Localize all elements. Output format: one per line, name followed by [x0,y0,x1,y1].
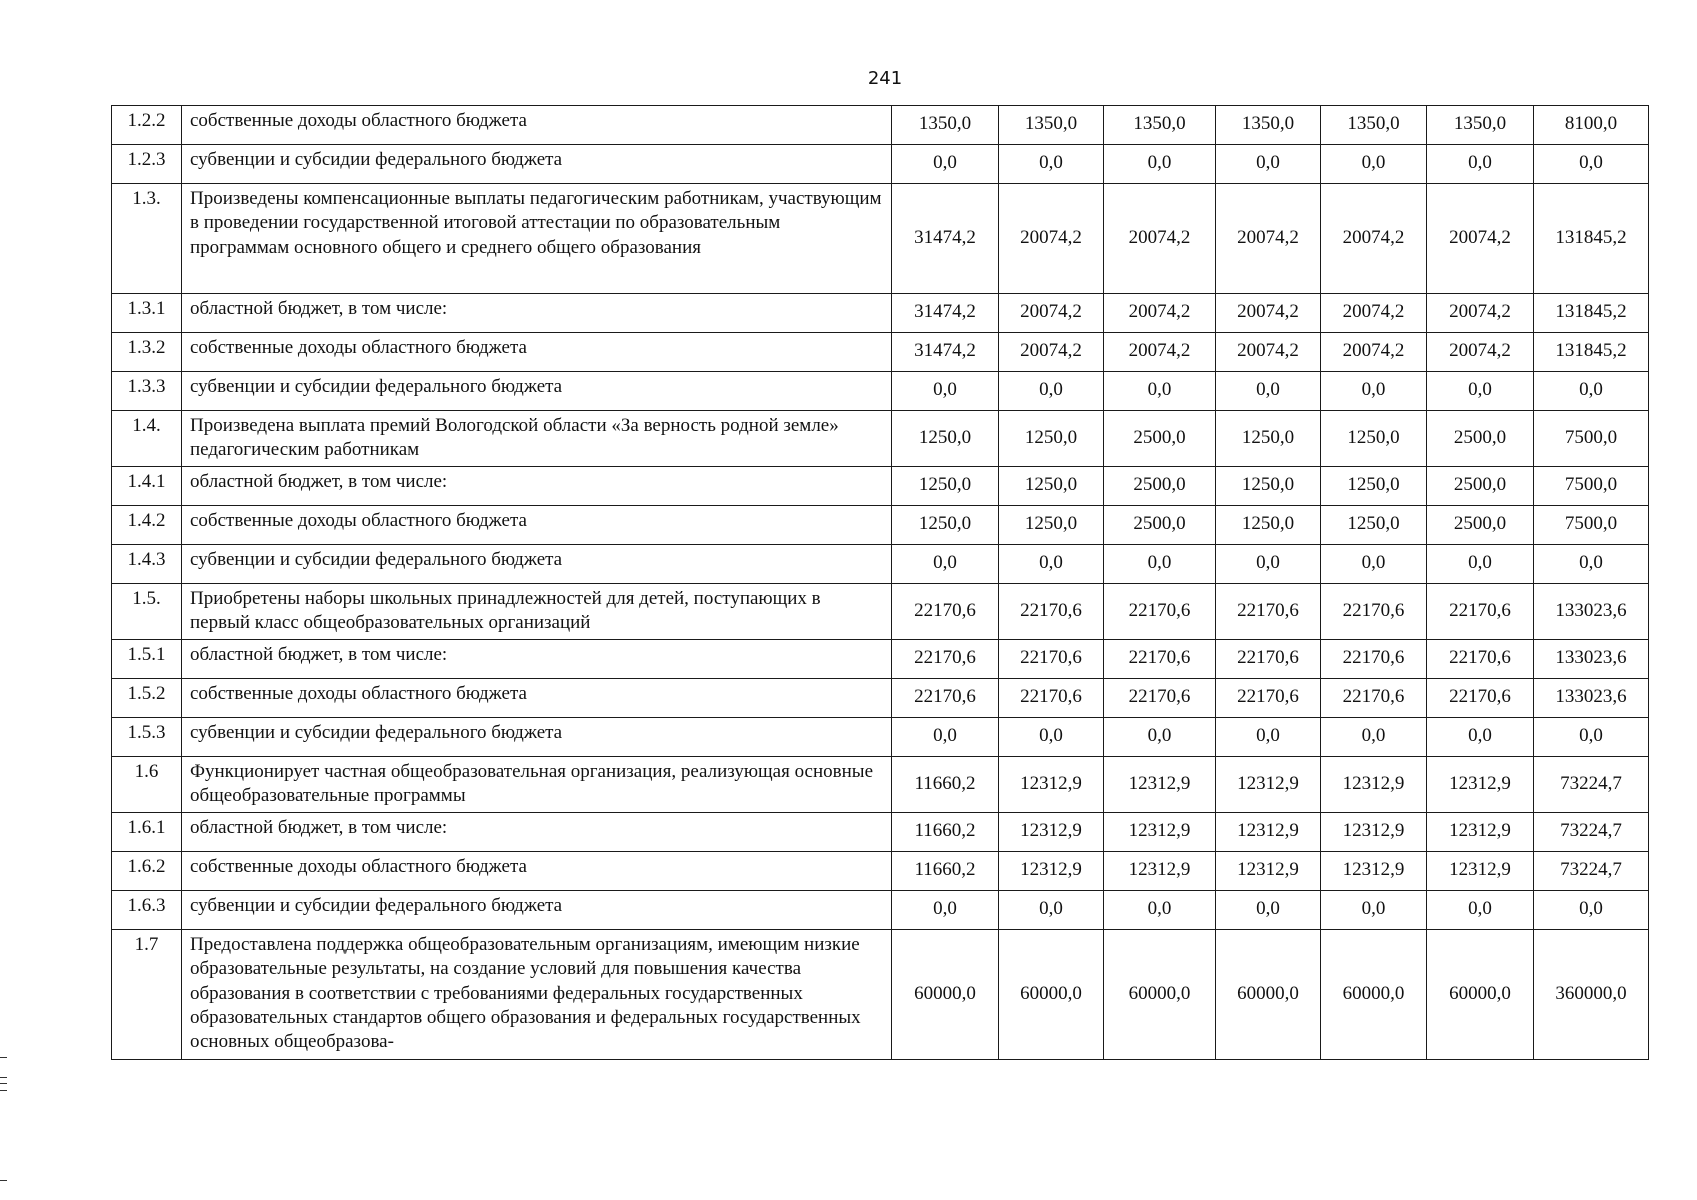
edge-mark [0,1077,7,1078]
row-year-value: 12312,9 [1427,852,1534,891]
row-year-value: 0,0 [1321,372,1427,411]
row-year-value: 1250,0 [1321,411,1427,467]
row-year-value: 11660,2 [892,813,999,852]
budget-table [111,105,1649,1060]
row-total-value: 360000,0 [1534,930,1649,1060]
row-year-value: 12312,9 [1216,852,1321,891]
row-year-value: 60000,0 [892,930,999,1060]
row-year-value: 0,0 [1216,891,1321,930]
row-year-value: 20074,2 [999,333,1104,372]
row-code: 1.3. [112,184,182,294]
table-row [112,891,1649,930]
row-total-value: 133023,6 [1534,679,1649,718]
row-code: 1.7 [112,930,182,1060]
row-year-value: 12312,9 [1427,813,1534,852]
row-year-value: 22170,6 [1427,640,1534,679]
row-description: собственные доходы областного бюджета [182,106,892,145]
row-code: 1.6.3 [112,891,182,930]
row-year-value: 0,0 [1104,145,1216,184]
row-total-value: 73224,7 [1534,757,1649,813]
table-row [112,757,1649,813]
row-year-value: 22170,6 [999,584,1104,640]
row-year-value: 0,0 [999,545,1104,584]
table-row [112,467,1649,506]
table-row [112,106,1649,145]
row-year-value: 1350,0 [1321,106,1427,145]
row-year-value: 20074,2 [1427,294,1534,333]
row-description: собственные доходы областного бюджета [182,333,892,372]
row-year-value: 1250,0 [1216,411,1321,467]
row-year-value: 20074,2 [1104,184,1216,294]
row-code: 1.5.2 [112,679,182,718]
row-year-value: 12312,9 [1321,813,1427,852]
row-year-value: 0,0 [1216,718,1321,757]
row-year-value: 12312,9 [1427,757,1534,813]
row-total-value: 7500,0 [1534,506,1649,545]
row-year-value: 0,0 [892,545,999,584]
edge-mark [0,1057,7,1058]
row-year-value: 22170,6 [892,584,999,640]
row-description: собственные доходы областного бюджета [182,506,892,545]
row-year-value: 1350,0 [1216,106,1321,145]
row-year-value: 0,0 [1427,545,1534,584]
row-year-value: 22170,6 [1321,640,1427,679]
row-year-value: 60000,0 [1216,930,1321,1060]
row-year-value: 0,0 [892,891,999,930]
row-year-value: 1250,0 [999,411,1104,467]
row-year-value: 1350,0 [999,106,1104,145]
row-description: собственные доходы областного бюджета [182,852,892,891]
row-year-value: 20074,2 [1216,184,1321,294]
row-year-value: 0,0 [1427,718,1534,757]
row-code: 1.6.2 [112,852,182,891]
row-year-value: 12312,9 [1104,852,1216,891]
row-year-value: 0,0 [1104,718,1216,757]
row-year-value: 22170,6 [1427,584,1534,640]
row-total-value: 131845,2 [1534,184,1649,294]
row-year-value: 11660,2 [892,852,999,891]
row-year-value: 0,0 [1104,372,1216,411]
edge-mark [0,1180,7,1181]
table-row [112,145,1649,184]
row-year-value: 60000,0 [1321,930,1427,1060]
table-row [112,813,1649,852]
row-year-value: 22170,6 [1427,679,1534,718]
row-year-value: 20074,2 [1216,294,1321,333]
row-year-value: 60000,0 [1427,930,1534,1060]
table-row [112,372,1649,411]
row-code: 1.4. [112,411,182,467]
row-description: субвенции и субсидии федерального бюджета [182,372,892,411]
row-total-value: 0,0 [1534,891,1649,930]
page-number: 241 [867,68,903,89]
row-year-value: 22170,6 [1104,679,1216,718]
row-year-value: 1250,0 [1321,506,1427,545]
row-year-value: 22170,6 [892,679,999,718]
row-year-value: 22170,6 [999,679,1104,718]
row-description: Произведены компенсационные выплаты педагогическим работникам, участвующим в проведении государственной итоговой аттестации по образовательным программам основного общего и среднего общего образования [182,184,892,294]
row-year-value: 1250,0 [892,506,999,545]
row-year-value: 0,0 [1321,891,1427,930]
row-year-value: 60000,0 [999,930,1104,1060]
row-year-value: 0,0 [1104,891,1216,930]
row-description: субвенции и субсидии федерального бюджета [182,545,892,584]
row-year-value: 2500,0 [1427,411,1534,467]
row-year-value: 0,0 [892,718,999,757]
row-code: 1.2.3 [112,145,182,184]
row-year-value: 0,0 [1321,545,1427,584]
row-total-value: 0,0 [1534,145,1649,184]
row-total-value: 7500,0 [1534,411,1649,467]
row-code: 1.2.2 [112,106,182,145]
row-description: собственные доходы областного бюджета [182,679,892,718]
row-total-value: 0,0 [1534,545,1649,584]
row-total-value: 73224,7 [1534,813,1649,852]
row-year-value: 12312,9 [999,813,1104,852]
row-year-value: 20074,2 [999,184,1104,294]
row-year-value: 12312,9 [1104,813,1216,852]
row-year-value: 22170,6 [1216,584,1321,640]
row-year-value: 0,0 [1216,545,1321,584]
row-year-value: 22170,6 [1104,640,1216,679]
row-year-value: 0,0 [1427,372,1534,411]
row-code: 1.4.2 [112,506,182,545]
row-year-value: 12312,9 [999,757,1104,813]
row-year-value: 0,0 [892,145,999,184]
table-body [112,106,1649,1060]
row-year-value: 22170,6 [1104,584,1216,640]
row-year-value: 20074,2 [1104,294,1216,333]
row-year-value: 0,0 [1104,545,1216,584]
table-row [112,930,1649,1060]
row-year-value: 31474,2 [892,333,999,372]
table-row [112,640,1649,679]
row-year-value: 0,0 [1321,145,1427,184]
row-year-value: 1250,0 [1216,506,1321,545]
row-year-value: 22170,6 [999,640,1104,679]
row-year-value: 11660,2 [892,757,999,813]
row-year-value: 31474,2 [892,184,999,294]
row-code: 1.5.1 [112,640,182,679]
table-row [112,506,1649,545]
row-description: Приобретены наборы школьных принадлежностей для детей, поступающих в первый класс общеобразовательных организаций [182,584,892,640]
row-description: Произведена выплата премий Вологодской области «За верность родной земле» педагогическим работникам [182,411,892,467]
row-year-value: 12312,9 [1321,852,1427,891]
row-code: 1.3.3 [112,372,182,411]
row-year-value: 2500,0 [1427,506,1534,545]
table-row [112,333,1649,372]
row-year-value: 22170,6 [1321,584,1427,640]
row-year-value: 22170,6 [1216,679,1321,718]
row-year-value: 1250,0 [1216,467,1321,506]
row-year-value: 0,0 [999,372,1104,411]
row-year-value: 20074,2 [1104,333,1216,372]
row-year-value: 1250,0 [999,506,1104,545]
row-total-value: 133023,6 [1534,584,1649,640]
row-year-value: 0,0 [1216,372,1321,411]
row-description: субвенции и субсидии федерального бюджета [182,145,892,184]
row-year-value: 12312,9 [1104,757,1216,813]
row-description: областной бюджет, в том числе: [182,813,892,852]
row-year-value: 0,0 [999,891,1104,930]
row-total-value: 7500,0 [1534,467,1649,506]
row-year-value: 20074,2 [1427,333,1534,372]
row-year-value: 0,0 [892,372,999,411]
row-total-value: 131845,2 [1534,333,1649,372]
row-description: субвенции и субсидии федерального бюджета [182,891,892,930]
edge-mark [0,1083,7,1084]
row-code: 1.5. [112,584,182,640]
row-year-value: 60000,0 [1104,930,1216,1060]
row-code: 1.5.3 [112,718,182,757]
row-year-value: 1350,0 [1427,106,1534,145]
table-row [112,852,1649,891]
row-year-value: 1350,0 [892,106,999,145]
row-code: 1.4.3 [112,545,182,584]
table-row [112,679,1649,718]
row-year-value: 2500,0 [1104,506,1216,545]
row-total-value: 73224,7 [1534,852,1649,891]
row-year-value: 22170,6 [892,640,999,679]
row-code: 1.3.1 [112,294,182,333]
row-year-value: 20074,2 [999,294,1104,333]
row-code: 1.3.2 [112,333,182,372]
table-row [112,411,1649,467]
row-year-value: 20074,2 [1321,294,1427,333]
row-year-value: 22170,6 [1216,640,1321,679]
row-description: Предоставлена поддержка общеобразовательным организациям, имеющим низкие образовательные результаты, на создание условий для повышения качества образования в соответствии с требованиями федеральных государственных образовательных стандартов общего образования и федеральных государственных основных общеобразова- [182,930,892,1060]
row-year-value: 1350,0 [1104,106,1216,145]
row-total-value: 133023,6 [1534,640,1649,679]
row-description: областной бюджет, в том числе: [182,640,892,679]
row-description: областной бюджет, в том числе: [182,294,892,333]
row-year-value: 1250,0 [892,411,999,467]
table-row [112,294,1649,333]
row-code: 1.4.1 [112,467,182,506]
row-year-value: 2500,0 [1427,467,1534,506]
row-total-value: 131845,2 [1534,294,1649,333]
table-row [112,545,1649,584]
table-row [112,718,1649,757]
row-year-value: 12312,9 [999,852,1104,891]
row-code: 1.6 [112,757,182,813]
row-code: 1.6.1 [112,813,182,852]
edge-mark [0,1090,7,1091]
row-year-value: 20074,2 [1321,333,1427,372]
row-year-value: 22170,6 [1321,679,1427,718]
row-description: областной бюджет, в том числе: [182,467,892,506]
row-year-value: 2500,0 [1104,467,1216,506]
row-year-value: 0,0 [1427,145,1534,184]
row-year-value: 12312,9 [1321,757,1427,813]
row-year-value: 0,0 [1427,891,1534,930]
row-year-value: 0,0 [1216,145,1321,184]
table-row [112,584,1649,640]
row-year-value: 20074,2 [1427,184,1534,294]
row-year-value: 0,0 [1321,718,1427,757]
row-total-value: 8100,0 [1534,106,1649,145]
row-year-value: 0,0 [999,718,1104,757]
row-year-value: 1250,0 [1321,467,1427,506]
table-row [112,184,1649,294]
row-year-value: 20074,2 [1321,184,1427,294]
row-year-value: 12312,9 [1216,813,1321,852]
row-year-value: 1250,0 [892,467,999,506]
row-year-value: 2500,0 [1104,411,1216,467]
row-year-value: 0,0 [999,145,1104,184]
row-year-value: 12312,9 [1216,757,1321,813]
row-total-value: 0,0 [1534,718,1649,757]
row-year-value: 31474,2 [892,294,999,333]
row-description: субвенции и субсидии федерального бюджета [182,718,892,757]
row-year-value: 20074,2 [1216,333,1321,372]
row-description: Функционирует частная общеобразовательная организация, реализующая основные общеобразовательные программы [182,757,892,813]
row-year-value: 1250,0 [999,467,1104,506]
row-total-value: 0,0 [1534,372,1649,411]
